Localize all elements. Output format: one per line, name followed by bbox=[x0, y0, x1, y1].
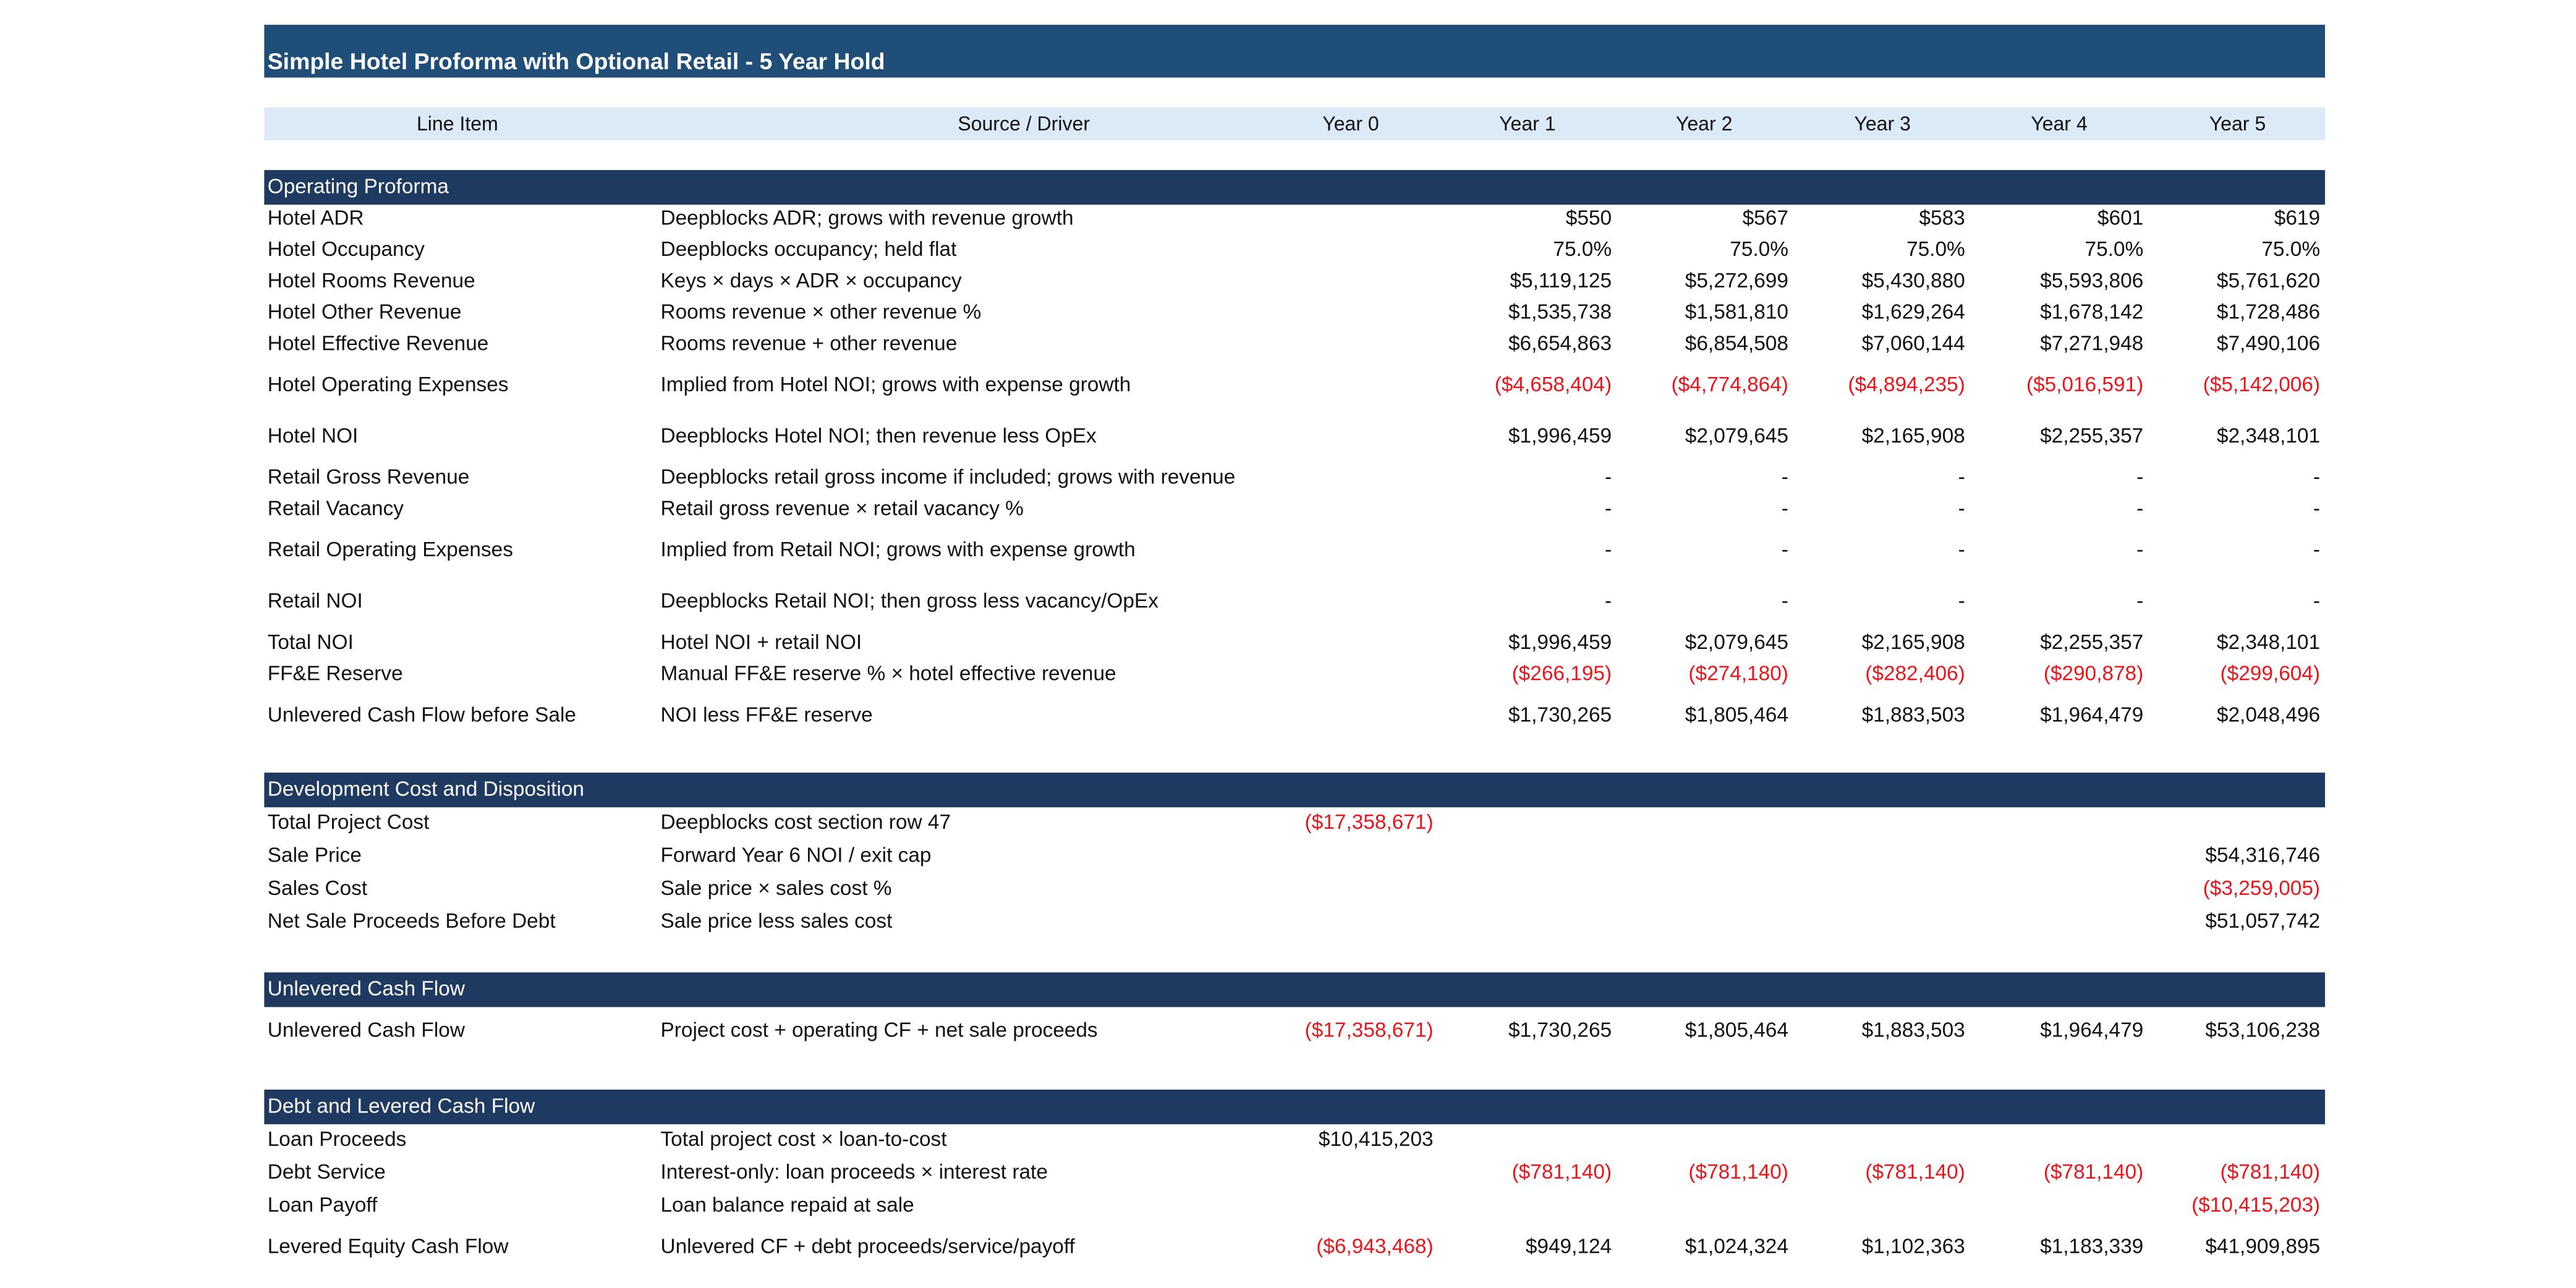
value-cell-year-5: - bbox=[2313, 465, 2321, 489]
value-cell-year-5: - bbox=[2313, 538, 2321, 562]
row-source-driver: NOI less FF&E reserve bbox=[660, 703, 873, 727]
col-header-source: Source / Driver bbox=[958, 112, 1090, 136]
value-cell-year-3: - bbox=[1958, 465, 1965, 489]
value-cell-year-3: $2,165,908 bbox=[1861, 630, 1965, 654]
value-cell-year-3: ($4,894,235) bbox=[1848, 373, 1965, 397]
value-cell-year-5: ($781,140) bbox=[2220, 1160, 2321, 1184]
value-cell-year-5: $619 bbox=[2274, 206, 2321, 230]
value-cell-year-3: - bbox=[1958, 589, 1965, 613]
row-source-driver: Retail gross revenue × retail vacancy % bbox=[660, 497, 1024, 520]
value-cell-year-2: ($4,774,864) bbox=[1671, 373, 1788, 397]
row-source-driver: Hotel NOI + retail NOI bbox=[660, 630, 862, 654]
table-row-total-noi bbox=[264, 627, 2325, 657]
row-source-driver: Total project cost × loan-to-cost bbox=[660, 1127, 947, 1151]
row-label: Debt Service bbox=[267, 1160, 386, 1184]
row-source-driver: Keys × days × ADR × occupancy bbox=[660, 269, 962, 292]
value-cell-year-2: $1,581,810 bbox=[1685, 300, 1788, 324]
value-cell-year-4: - bbox=[2136, 589, 2144, 613]
section-operating-proforma: Operating Proforma bbox=[264, 170, 2325, 205]
row-label: Loan Proceeds bbox=[267, 1127, 407, 1151]
section-debt-levered: Debt and Levered Cash Flow bbox=[264, 1090, 2325, 1124]
col-header-year-4: Year 4 bbox=[2031, 112, 2088, 136]
table-row-hotel-effective-revenue bbox=[264, 329, 2325, 358]
value-cell-year-2: - bbox=[1781, 538, 1788, 562]
value-cell-year-3: $1,629,264 bbox=[1861, 300, 1965, 324]
value-cell-year-1: $1,996,459 bbox=[1508, 630, 1612, 654]
value-cell-year-1: $6,654,863 bbox=[1508, 331, 1612, 355]
value-cell-year-2: $5,272,699 bbox=[1685, 269, 1788, 292]
table-row-hotel-other-revenue bbox=[264, 297, 2325, 327]
row-source-driver: Deepblocks Hotel NOI; then revenue less OpEx bbox=[660, 424, 1097, 447]
row-source-driver: Project cost + operating CF + net sale proceeds bbox=[660, 1019, 1098, 1042]
value-cell-year-3: ($781,140) bbox=[1865, 1160, 1965, 1184]
value-cell-year-1: - bbox=[1604, 497, 1612, 520]
value-cell-year-3: - bbox=[1958, 497, 1965, 520]
table-row-retail-noi bbox=[264, 586, 2325, 616]
value-cell-year-2: $6,854,508 bbox=[1685, 331, 1788, 355]
table-row-unlevered-cash-flow bbox=[264, 1015, 2325, 1045]
value-cell-year-2: $2,079,645 bbox=[1685, 424, 1788, 447]
col-header-year-5: Year 5 bbox=[2209, 112, 2266, 136]
row-source-driver: Deepblocks Retail NOI; then gross less vacancy/OpEx bbox=[660, 589, 1158, 613]
row-label: Unlevered Cash Flow bbox=[267, 1019, 465, 1042]
value-cell-year-4: 75.0% bbox=[2085, 237, 2144, 261]
value-cell-year-4: $1,183,339 bbox=[2040, 1235, 2144, 1258]
value-cell-year-0: $10,415,203 bbox=[1318, 1127, 1434, 1151]
value-cell-year-2: $1,024,324 bbox=[1685, 1235, 1788, 1258]
row-source-driver: Implied from Retail NOI; grows with expense growth bbox=[660, 538, 1136, 562]
value-cell-year-0: ($17,358,671) bbox=[1304, 810, 1434, 834]
value-cell-year-5: ($10,415,203) bbox=[2191, 1193, 2321, 1217]
value-cell-year-1: ($4,658,404) bbox=[1494, 373, 1612, 397]
value-cell-year-4: ($290,878) bbox=[2043, 662, 2144, 685]
value-cell-year-2: $567 bbox=[1742, 206, 1788, 230]
value-cell-year-4: $1,678,142 bbox=[2040, 300, 2144, 324]
row-label: Total NOI bbox=[267, 630, 354, 654]
value-cell-year-3: $583 bbox=[1919, 206, 1965, 230]
value-cell-year-5: $51,057,742 bbox=[2205, 909, 2321, 933]
value-cell-year-3: $7,060,144 bbox=[1861, 331, 1965, 355]
value-cell-year-5: $53,106,238 bbox=[2205, 1019, 2321, 1042]
table-row-ffande-reserve bbox=[264, 659, 2325, 688]
row-label: FF&E Reserve bbox=[267, 662, 403, 685]
table-row-unlevered-cash-flow-before-sale bbox=[264, 700, 2325, 730]
row-label: Unlevered Cash Flow before Sale bbox=[267, 703, 576, 727]
value-cell-year-3: $5,430,880 bbox=[1861, 269, 1965, 292]
table-row-hotel-occupancy bbox=[264, 234, 2325, 264]
value-cell-year-1: - bbox=[1604, 589, 1612, 613]
value-cell-year-5: $2,348,101 bbox=[2216, 424, 2321, 447]
table-row-net-sale-proceeds-before-debt bbox=[264, 906, 2325, 936]
row-label: Levered Equity Cash Flow bbox=[267, 1235, 509, 1258]
row-source-driver: Forward Year 6 NOI / exit cap bbox=[660, 843, 932, 867]
row-label: Loan Payoff bbox=[267, 1193, 378, 1217]
value-cell-year-5: $2,348,101 bbox=[2216, 630, 2321, 654]
value-cell-year-2: ($274,180) bbox=[1688, 662, 1788, 685]
value-cell-year-1: ($266,195) bbox=[1511, 662, 1612, 685]
table-row-total-project-cost bbox=[264, 807, 2325, 837]
row-label: Retail NOI bbox=[267, 589, 363, 613]
value-cell-year-4: $601 bbox=[2097, 206, 2144, 230]
row-label: Hotel Other Revenue bbox=[267, 300, 462, 324]
row-label: Sale Price bbox=[267, 843, 362, 867]
value-cell-year-5: $54,316,746 bbox=[2205, 843, 2321, 867]
table-row-sales-cost bbox=[264, 873, 2325, 903]
table-row-hotel-noi bbox=[264, 421, 2325, 451]
row-source-driver: Unlevered CF + debt proceeds/service/payoff bbox=[660, 1235, 1075, 1258]
value-cell-year-1: 75.0% bbox=[1553, 237, 1612, 261]
col-header-year-3: Year 3 bbox=[1854, 112, 1911, 136]
value-cell-year-3: ($282,406) bbox=[1865, 662, 1965, 685]
value-cell-year-1: $1,730,265 bbox=[1508, 703, 1612, 727]
value-cell-year-1: - bbox=[1604, 465, 1612, 489]
value-cell-year-4: $1,964,479 bbox=[2040, 1019, 2144, 1042]
value-cell-year-4: $5,593,806 bbox=[2040, 269, 2144, 292]
value-cell-year-5: $5,761,620 bbox=[2216, 269, 2321, 292]
row-source-driver: Rooms revenue + other revenue bbox=[660, 331, 958, 355]
row-label: Hotel Occupancy bbox=[267, 237, 425, 261]
value-cell-year-1: ($781,140) bbox=[1511, 1160, 1612, 1184]
value-cell-year-1: $1,996,459 bbox=[1508, 424, 1612, 447]
sheet-title: Simple Hotel Proforma with Optional Retail - 5 Year Hold bbox=[264, 25, 2325, 77]
value-cell-year-3: $1,883,503 bbox=[1861, 1019, 1965, 1042]
row-label: Hotel Effective Revenue bbox=[267, 331, 489, 355]
value-cell-year-4: - bbox=[2136, 497, 2144, 520]
value-cell-year-2: ($781,140) bbox=[1688, 1160, 1788, 1184]
col-header-line-item: Line Item bbox=[416, 112, 498, 136]
value-cell-year-4: $2,255,357 bbox=[2040, 424, 2144, 447]
value-cell-year-4: - bbox=[2136, 538, 2144, 562]
value-cell-year-1: - bbox=[1604, 538, 1612, 562]
row-label: Sales Cost bbox=[267, 876, 368, 900]
row-label: Retail Vacancy bbox=[267, 497, 404, 520]
value-cell-year-1: $1,535,738 bbox=[1508, 300, 1612, 324]
value-cell-year-5: $2,048,496 bbox=[2216, 703, 2321, 727]
value-cell-year-1: $949,124 bbox=[1525, 1235, 1612, 1258]
row-source-driver: Deepblocks retail gross income if included; grows with revenue bbox=[660, 465, 1236, 489]
section-unlevered-cash-flow: Unlevered Cash Flow bbox=[264, 972, 2325, 1007]
value-cell-year-5: - bbox=[2313, 497, 2321, 520]
col-header-year-0: Year 0 bbox=[1322, 112, 1379, 136]
value-cell-year-5: $41,909,895 bbox=[2205, 1235, 2321, 1258]
col-header-year-2: Year 2 bbox=[1675, 112, 1733, 136]
table-row-levered-equity-cash-flow bbox=[264, 1232, 2325, 1261]
value-cell-year-2: - bbox=[1781, 465, 1788, 489]
table-row-sale-price bbox=[264, 841, 2325, 870]
value-cell-year-2: $1,805,464 bbox=[1685, 1019, 1788, 1042]
table-row-hotel-operating-expenses bbox=[264, 370, 2325, 399]
value-cell-year-5: $1,728,486 bbox=[2216, 300, 2321, 324]
value-cell-year-1: $550 bbox=[1565, 206, 1612, 230]
row-source-driver: Loan balance repaid at sale bbox=[660, 1193, 914, 1217]
row-label: Retail Gross Revenue bbox=[267, 465, 470, 489]
value-cell-year-2: - bbox=[1781, 589, 1788, 613]
row-source-driver: Deepblocks cost section row 47 bbox=[660, 810, 951, 834]
table-row-loan-payoff bbox=[264, 1190, 2325, 1220]
row-source-driver: Deepblocks occupancy; held flat bbox=[660, 237, 957, 261]
row-source-driver: Sale price less sales cost bbox=[660, 909, 893, 933]
value-cell-year-3: $1,883,503 bbox=[1861, 703, 1965, 727]
value-cell-year-3: 75.0% bbox=[1906, 237, 1965, 261]
value-cell-year-3: $1,102,363 bbox=[1861, 1235, 1965, 1258]
row-label: Hotel Operating Expenses bbox=[267, 373, 509, 397]
value-cell-year-2: - bbox=[1781, 497, 1788, 520]
row-source-driver: Sale price × sales cost % bbox=[660, 876, 892, 900]
table-row-retail-operating-expenses bbox=[264, 535, 2325, 564]
row-source-driver: Interest-only: loan proceeds × interest rate bbox=[660, 1160, 1048, 1184]
value-cell-year-3: $2,165,908 bbox=[1861, 424, 1965, 447]
value-cell-year-2: $1,805,464 bbox=[1685, 703, 1788, 727]
value-cell-year-4: - bbox=[2136, 465, 2144, 489]
value-cell-year-2: $2,079,645 bbox=[1685, 630, 1788, 654]
row-label: Net Sale Proceeds Before Debt bbox=[267, 909, 556, 933]
table-row-hotel-rooms-revenue bbox=[264, 266, 2325, 295]
row-label: Total Project Cost bbox=[267, 810, 430, 834]
row-label: Hotel ADR bbox=[267, 206, 364, 230]
value-cell-year-2: 75.0% bbox=[1730, 237, 1788, 261]
table-row-retail-vacancy bbox=[264, 494, 2325, 523]
value-cell-year-4: $2,255,357 bbox=[2040, 630, 2144, 654]
row-label: Hotel NOI bbox=[267, 424, 359, 447]
value-cell-year-4: ($5,016,591) bbox=[2026, 373, 2144, 397]
row-label: Hotel Rooms Revenue bbox=[267, 269, 475, 292]
value-cell-year-1: $1,730,265 bbox=[1508, 1019, 1612, 1042]
column-header-row bbox=[264, 108, 2325, 140]
table-row-loan-proceeds bbox=[264, 1124, 2325, 1154]
table-row-retail-gross-revenue bbox=[264, 462, 2325, 492]
value-cell-year-3: - bbox=[1958, 538, 1965, 562]
table-row-debt-service bbox=[264, 1158, 2325, 1187]
value-cell-year-1: $5,119,125 bbox=[1510, 269, 1612, 292]
value-cell-year-0: ($6,943,468) bbox=[1316, 1235, 1434, 1258]
row-source-driver: Deepblocks ADR; grows with revenue growth bbox=[660, 206, 1074, 230]
row-source-driver: Rooms revenue × other revenue % bbox=[660, 300, 982, 324]
value-cell-year-5: ($299,604) bbox=[2220, 662, 2321, 685]
table-row-hotel-adr bbox=[264, 203, 2325, 233]
row-label: Retail Operating Expenses bbox=[267, 538, 513, 562]
section-development-cost: Development Cost and Disposition bbox=[264, 773, 2325, 807]
value-cell-year-5: ($5,142,006) bbox=[2203, 373, 2321, 397]
row-source-driver: Manual FF&E reserve % × hotel effective revenue bbox=[660, 662, 1116, 685]
value-cell-year-4: $1,964,479 bbox=[2040, 703, 2144, 727]
value-cell-year-4: $7,271,948 bbox=[2040, 331, 2144, 355]
value-cell-year-4: ($781,140) bbox=[2043, 1160, 2144, 1184]
value-cell-year-5: 75.0% bbox=[2261, 237, 2321, 261]
row-source-driver: Implied from Hotel NOI; grows with expense growth bbox=[660, 373, 1131, 397]
value-cell-year-5: - bbox=[2313, 589, 2321, 613]
value-cell-year-5: $7,490,106 bbox=[2216, 331, 2321, 355]
col-header-year-1: Year 1 bbox=[1499, 112, 1556, 136]
value-cell-year-0: ($17,358,671) bbox=[1304, 1019, 1434, 1042]
value-cell-year-5: ($3,259,005) bbox=[2203, 876, 2321, 900]
